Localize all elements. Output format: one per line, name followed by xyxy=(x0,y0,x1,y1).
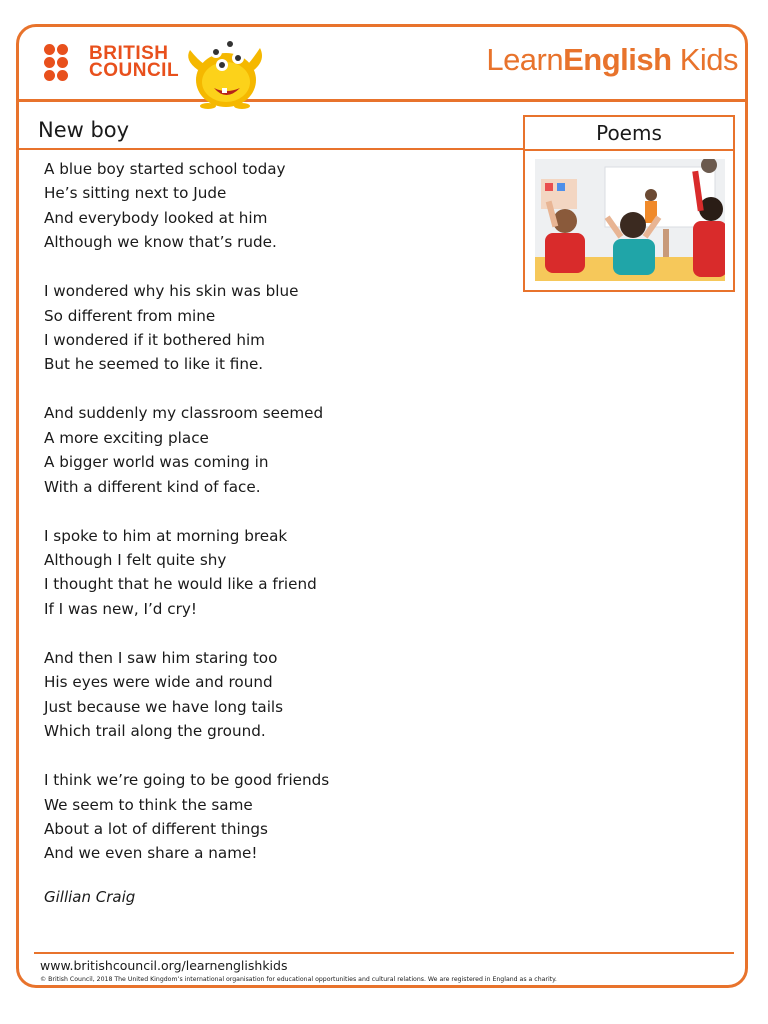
poem-line: Which trail along the ground. xyxy=(44,722,266,741)
poem-stanza xyxy=(44,401,484,499)
classroom-photo-icon xyxy=(535,159,725,281)
poem-line: I wondered why his skin was blue xyxy=(44,282,299,301)
british-council-dots-icon xyxy=(44,44,81,81)
poem-stanza xyxy=(44,524,484,622)
poem-text xyxy=(44,157,484,890)
poem-line: Although I felt quite shy xyxy=(44,551,227,570)
poem-line: And we even share a name! xyxy=(44,844,258,863)
poem-line: I think we’re going to be good friends xyxy=(44,771,330,790)
monster-mascot-icon xyxy=(176,30,268,110)
poem-line: Just because we have long tails xyxy=(44,697,284,716)
poem-line: A more exciting place xyxy=(44,428,209,447)
category-label: Poems xyxy=(523,115,735,151)
header-divider xyxy=(18,99,746,102)
worksheet-title: New boy xyxy=(38,118,130,142)
british-council-wordmark: BRITISH COUNCIL xyxy=(89,43,180,81)
learnenglish-kids-logo: LearnEnglish Kids xyxy=(486,42,738,77)
poem-line: With a different kind of face. xyxy=(44,477,261,496)
poem-author: Gillian Craig xyxy=(44,888,136,906)
footer-divider xyxy=(34,952,734,954)
poem-line: But he seemed to like it fine. xyxy=(44,355,264,374)
poem-line: A bigger world was coming in xyxy=(44,453,269,472)
poem-line: And everybody looked at him xyxy=(44,208,268,227)
poem-line: About a lot of different things xyxy=(44,819,268,838)
poem-line: I spoke to him at morning break xyxy=(44,526,288,545)
title-underline xyxy=(18,148,524,150)
poem-line: If I was new, I’d cry! xyxy=(44,599,197,618)
poem-stanza xyxy=(44,157,484,255)
poem-line: Although we know that’s rude. xyxy=(44,233,277,252)
poem-line: His eyes were wide and round xyxy=(44,673,273,692)
photo-frame xyxy=(523,149,735,292)
british-council-logo xyxy=(44,42,179,82)
poem-line: He’s sitting next to Jude xyxy=(44,184,227,203)
poem-line: I thought that he would like a friend xyxy=(44,575,317,594)
poem-line: I wondered if it bothered him xyxy=(44,331,265,350)
poem-stanza xyxy=(44,768,484,866)
poem-line: So different from mine xyxy=(44,306,216,325)
poem-line: And suddenly my classroom seemed xyxy=(44,404,324,423)
poem-line: A blue boy started school today xyxy=(44,160,286,178)
footer-url: www.britishcouncil.org/learnenglishkids xyxy=(40,958,288,973)
poem-stanza xyxy=(44,279,484,377)
poem-line: And then I saw him staring too xyxy=(44,648,278,667)
poem-stanza xyxy=(44,646,484,744)
footer-copyright: © British Council, 2018 The United Kingdom’s international organisation for educational opportunities and cultural relations. We are registered in England as a charity. xyxy=(40,976,557,983)
poem-line: We seem to think the same xyxy=(44,795,253,814)
